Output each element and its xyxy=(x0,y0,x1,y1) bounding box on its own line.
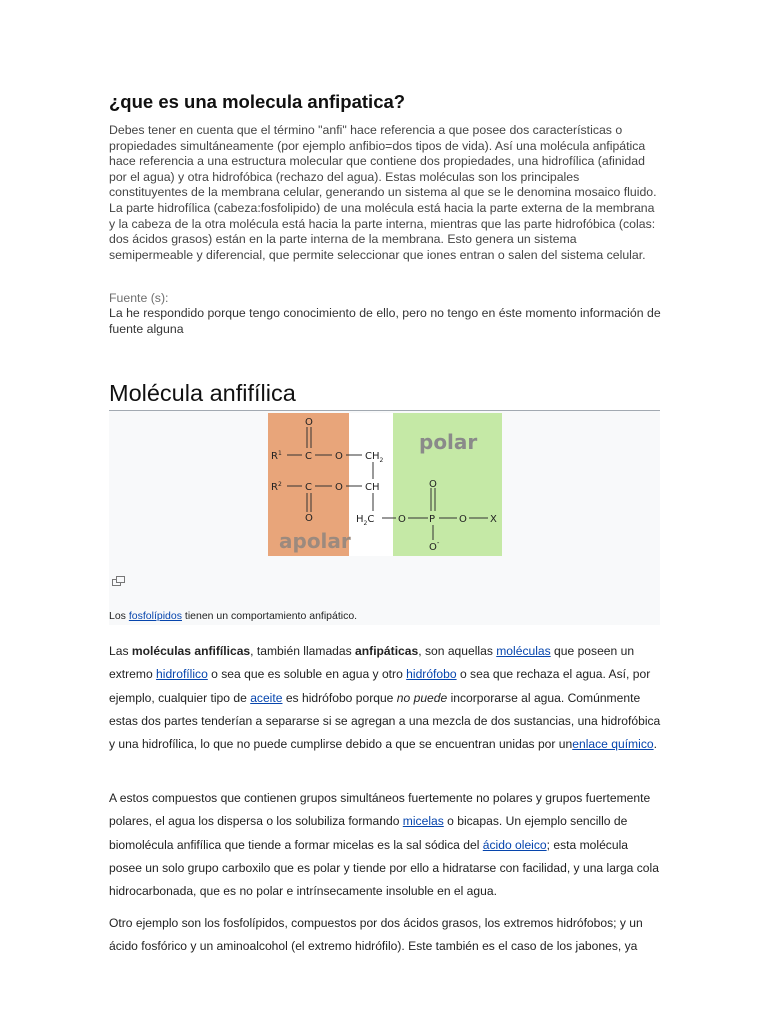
acido-oleico-link[interactable]: ácido oleico xyxy=(482,837,547,852)
source-label: Fuente (s): xyxy=(109,291,169,305)
atom-o: O xyxy=(305,417,313,428)
figure-thumbnail xyxy=(109,411,660,625)
atom-o: O xyxy=(429,479,437,490)
atom-c: C xyxy=(305,482,312,493)
atom-ch: CH xyxy=(365,482,380,493)
fosfolipidos-link[interactable]: fosfolípidos xyxy=(128,610,182,622)
atom-r1: $R^1$ xyxy=(271,450,282,462)
atom-p: P xyxy=(429,514,436,525)
phospholipid-diagram[interactable] xyxy=(268,413,502,556)
atom-r2: $R^2$ xyxy=(271,481,282,493)
hidrofobo-link[interactable]: hidrófobo xyxy=(406,667,457,682)
figure-caption: Los fosfolípidos tienen un comportamiento anfipático. xyxy=(109,610,358,622)
enlace-quimico-link[interactable]: enlace químico xyxy=(572,737,654,752)
moleculas-link[interactable]: moléculas xyxy=(496,644,551,658)
atom-x: X xyxy=(490,514,497,525)
paragraph-micelas: A estos compuestos que contienen grupos simultáneos fuertemente no polares y grupos fuertemente polares, el agua los dispersa o los solubiliza formando micelas o bicapas. Un ejemplo sencillo de biomolécula anfifílica que tiende a formar micelas es la sal sódica del ácido oleico; esta molécula posee un solo grupo carboxilo que es polar y tiende por ello a hidratarse con facilidad, y una larga cola hidrocarbonada, que es no polar e intrínsecamente insoluble en el agua. xyxy=(109,791,659,899)
atom-o-minus: O- xyxy=(429,539,440,553)
micelas-link[interactable]: micelas xyxy=(402,814,444,829)
apolar-label: apolar xyxy=(279,529,351,553)
answer-text: Debes tener en cuenta que el término "anfi" hace referencia a que posee dos características o propiedades simultáneamente (por ejemplo anfibio=dos tipos de vida). Así una molécula anfipática hace referencia a una estructura molecular que contiene dos propiedades, una hidrofílica (afinidad por el agua) y otra hidrofóbica (rechazo del agua). Estas moléculas son los principales constituyentes de la membrana celular, generando un sistema al que se le denomina mosaico fluido. La parte hidrofílica (cabeza:fosfolipido) de una molécula está hacia la parte externa de la membrana y la cabeza de la otra molécula está hacia la parte interna, mientras que las parte hidrofóbica (colas: dos ácidos grasos) están en la parte interna de la membrana. Esto genera un sistema semipermeable y diferencial, que permite seleccionar que iones entran o salen del sistema celular. xyxy=(109,123,657,262)
polar-label: polar xyxy=(419,430,478,454)
paragraph-fosfolipidos: Otro ejemplo son los fosfolípidos, compuestos por dos ácidos grasos, los extremos hidrófobos; y un ácido fosfórico y un aminoalcohol (el extremo hidrófilo). Este también es el caso de los jabones, ya xyxy=(109,916,643,954)
atom-o: O xyxy=(335,451,343,462)
article-heading: Molécula anfifílica xyxy=(109,380,296,406)
source-text: La he respondido porque tengo conocimiento de ello, pero no tengo en éste momento información de fuente alguna xyxy=(109,306,661,336)
atom-o: O xyxy=(305,513,313,524)
enlarge-icon[interactable] xyxy=(112,576,125,587)
atom-o: O xyxy=(335,482,343,493)
question-title: ¿que es una molecula anfipatica? xyxy=(109,91,406,112)
atom-h2c: $H_2C$ xyxy=(356,514,375,527)
aceite-link[interactable]: aceite xyxy=(250,690,283,705)
atom-ch2: $CH_2$ xyxy=(365,451,384,464)
hidrofilico-link[interactable]: hidrofílico xyxy=(156,667,208,682)
atom-o: O xyxy=(459,514,467,525)
atom-o: O xyxy=(398,514,406,525)
paragraph-definition: Las moléculas anfifílicas, también llamadas anfipáticas, son aquellas moléculas que poseen un extremo hidrofílico o sea que es soluble en agua y otro hidrófobo o sea que rechaza el agua. Así, por ejemplo, cualquier tipo de aceite es hidrófobo porque no puede incorporarse al agua. Comúnmente estas dos partes tenderían a separarse si se agregan a una mezcla de dos sustancias, una hidrofóbica y una hidrofílica, lo que no puede cumplirse debido a que se encuentran unidas por unenlace químico. xyxy=(109,644,661,752)
atom-c: C xyxy=(305,451,312,462)
